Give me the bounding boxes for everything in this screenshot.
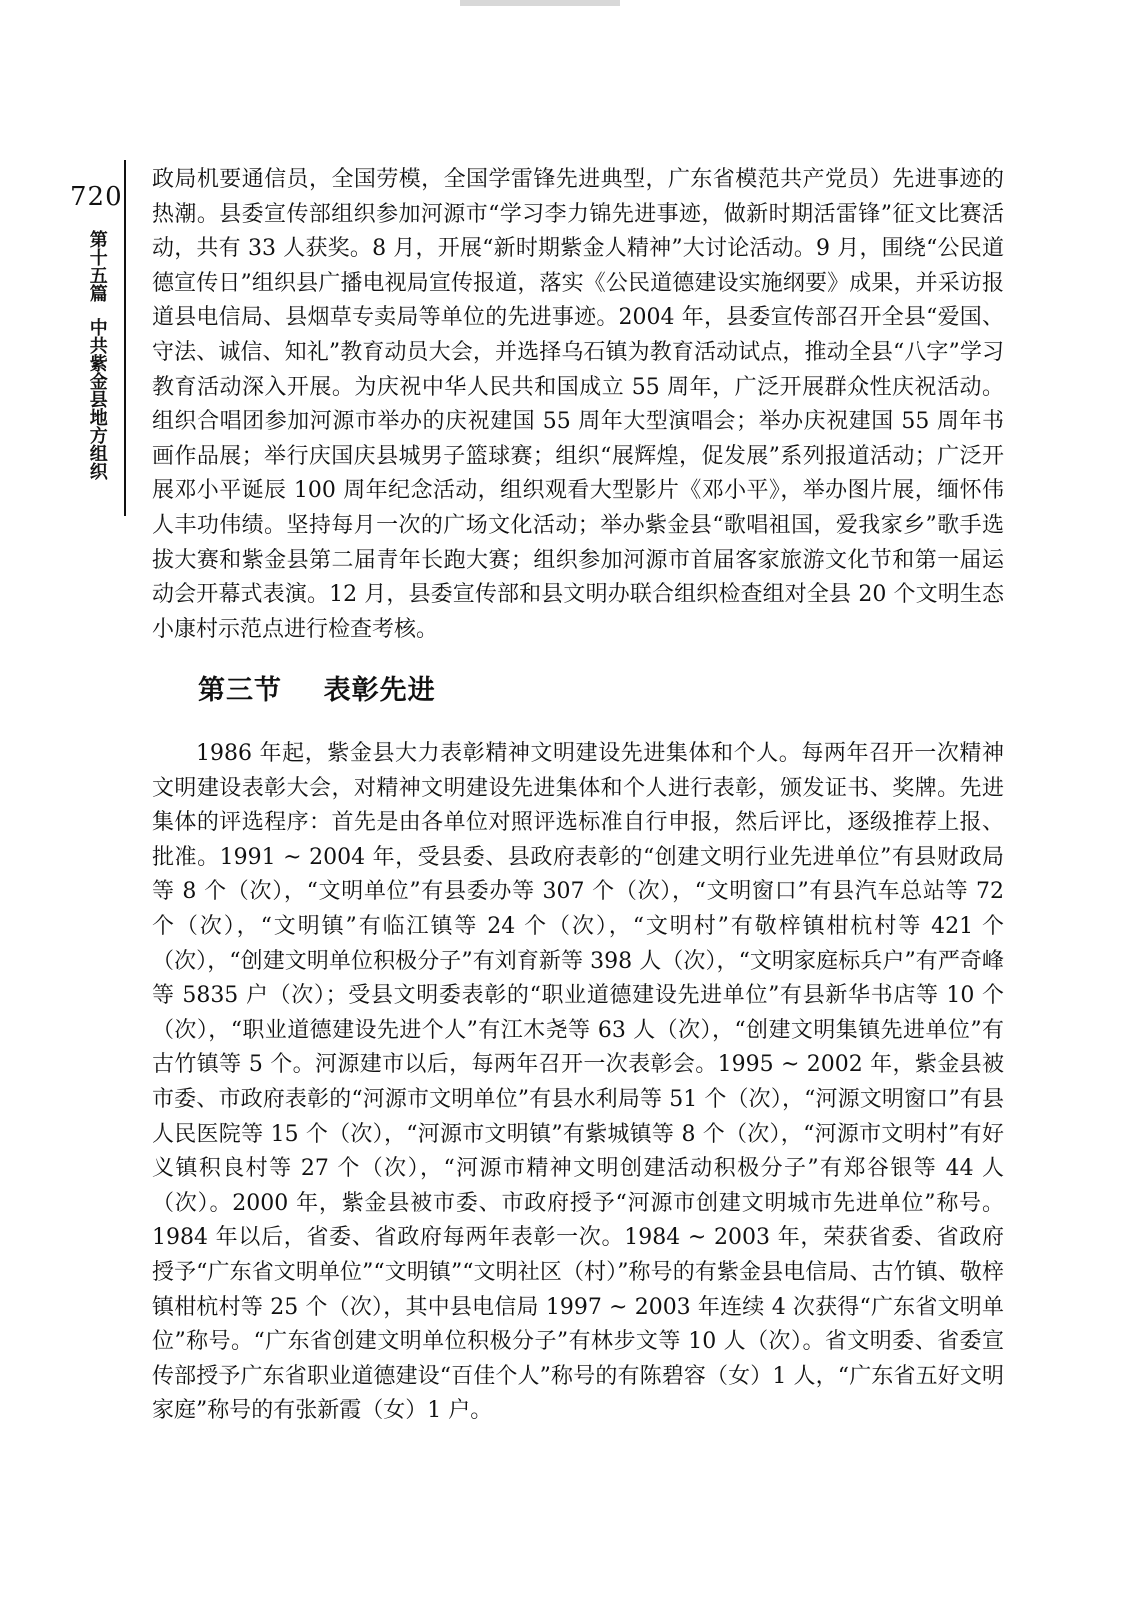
side-label-title-text: 中共紫金县地方组织 [86, 318, 108, 480]
chapter-side-label [84, 230, 110, 480]
section-heading: 第三节 表彰先进 [198, 675, 436, 706]
side-label-part-text: 第十五篇 [86, 230, 108, 302]
continuation-paragraph: 政局机要通信员，全国劳模，全国学雷锋先进典型，广东省模范共产党员）先进事迹的热潮。县委宣传部组织参加河源市“学习李力锦先进事迹，做新时期活雷锋”征文比赛活动，共有 33 人获奖。8 月，开展“新时期紫金人精神”大讨论活动。9 月，围绕“公民道德宣传日”组织县广播电视局宣传报道，落实《公民道德建设实施纲要》成果，并采访报道县电信局、县烟草专卖局等单位的先进事迹。2004 年，县委宣传部召开全县“爱国、守法、诚信、知礼”教育动员大会，并选择乌石镇为教育活动试点，推动全县“八字”学习教育活动深入开展。为庆祝中华人民共和国成立 55 周年，广泛开展群众性庆祝活动。组织合唱团参加河源市举办的庆祝建国 55 周年大型演唱会；举办庆祝建国 55 周年书画作品展；举行庆国庆县城男子篮球赛；组织“展辉煌，促发展”系列报道活动；广泛开展邓小平诞辰 100 周年纪念活动，组织观看大型影片《邓小平》，举办图片展，缅怀伟人丰功伟绩。坚持每月一次的广场文化活动；举办紫金县“歌唱祖国，爱我家乡”歌手选拔大赛和紫金县第二届青年长跑大赛；组织参加河源市首届客家旅游文化节和第一届运动会开幕式表演。12 月，县委宣传部和县文明办联合组织检查组对全县 20 个文明生态小康村示范点进行检查考核。 [152, 167, 1004, 642]
section-paragraph: 1986 年起，紫金县大力表彰精神文明建设先进集体和个人。每两年召开一次精神文明建设表彰大会，对精神文明建设先进集体和个人进行表彰，颁发证书、奖牌。先进集体的评选程序：首先是由各单位对照评选标准自行申报，然后评比，逐级推荐上报、批准。1991 ~ 2004 年，受县委、县政府表彰的“创建文明行业先进单位”有县财政局等 8 个（次），“文明单位”有县委办等 307 个（次），“文明窗口”有县汽车总站等 72 个（次），“文明镇”有临江镇等 24 个（次），“文明村”有敬梓镇柑杭村等 421 个（次），“创建文明单位积极分子”有刘育新等 398 人（次），“文明家庭标兵户”有严奇峰等 5835 户（次）；受县文明委表彰的“职业道德建设先进单位”有县新华书店等 10 个（次），“职业道德建设先进个人”有江木尧等 63 人（次），“创建文明集镇先进单位”有古竹镇等 5 个。河源建市以后，每两年召开一次表彰会。1995 ~ 2002 年，紫金县被市委、市政府表彰的“河源市文明单位”有县水利局等 51 个（次），“河源文明窗口”有县人民医院等 15 个（次），“河源市文明镇”有紫城镇等 8 个（次），“河源市文明村”有好义镇积良村等 27 个（次），“河源市精神文明创建活动积极分子”有郑谷银等 44 人（次）。2000 年，紫金县被市委、市政府授予“河源市创建文明城市先进单位”称号。1984 年以后，省委、省政府每两年表彰一次。1984 ~ 2003 年，荣获省委、省政府授予“广东省文明单位”“文明镇”“文明社区（村）”称号的有紫金县电信局、古竹镇、敬梓镇柑杭村等 25 个（次），其中县电信局 1997 ~ 2003 年连续 4 次获得“广东省文明单位”称号。“广东省创建文明单位积极分子”有林步文等 10 人（次）。省文明委、省委宣传部授予广东省职业道德建设“百佳个人”称号的有陈碧容（女）1 人，“广东省五好文明家庭”称号的有张新霞（女）1 户。 [152, 741, 1004, 1424]
side-label-part [85, 230, 109, 302]
side-divider-line [124, 160, 126, 516]
page-number: 720 [70, 182, 123, 212]
side-label-title [85, 318, 109, 480]
scan-top-edge [460, 0, 620, 6]
